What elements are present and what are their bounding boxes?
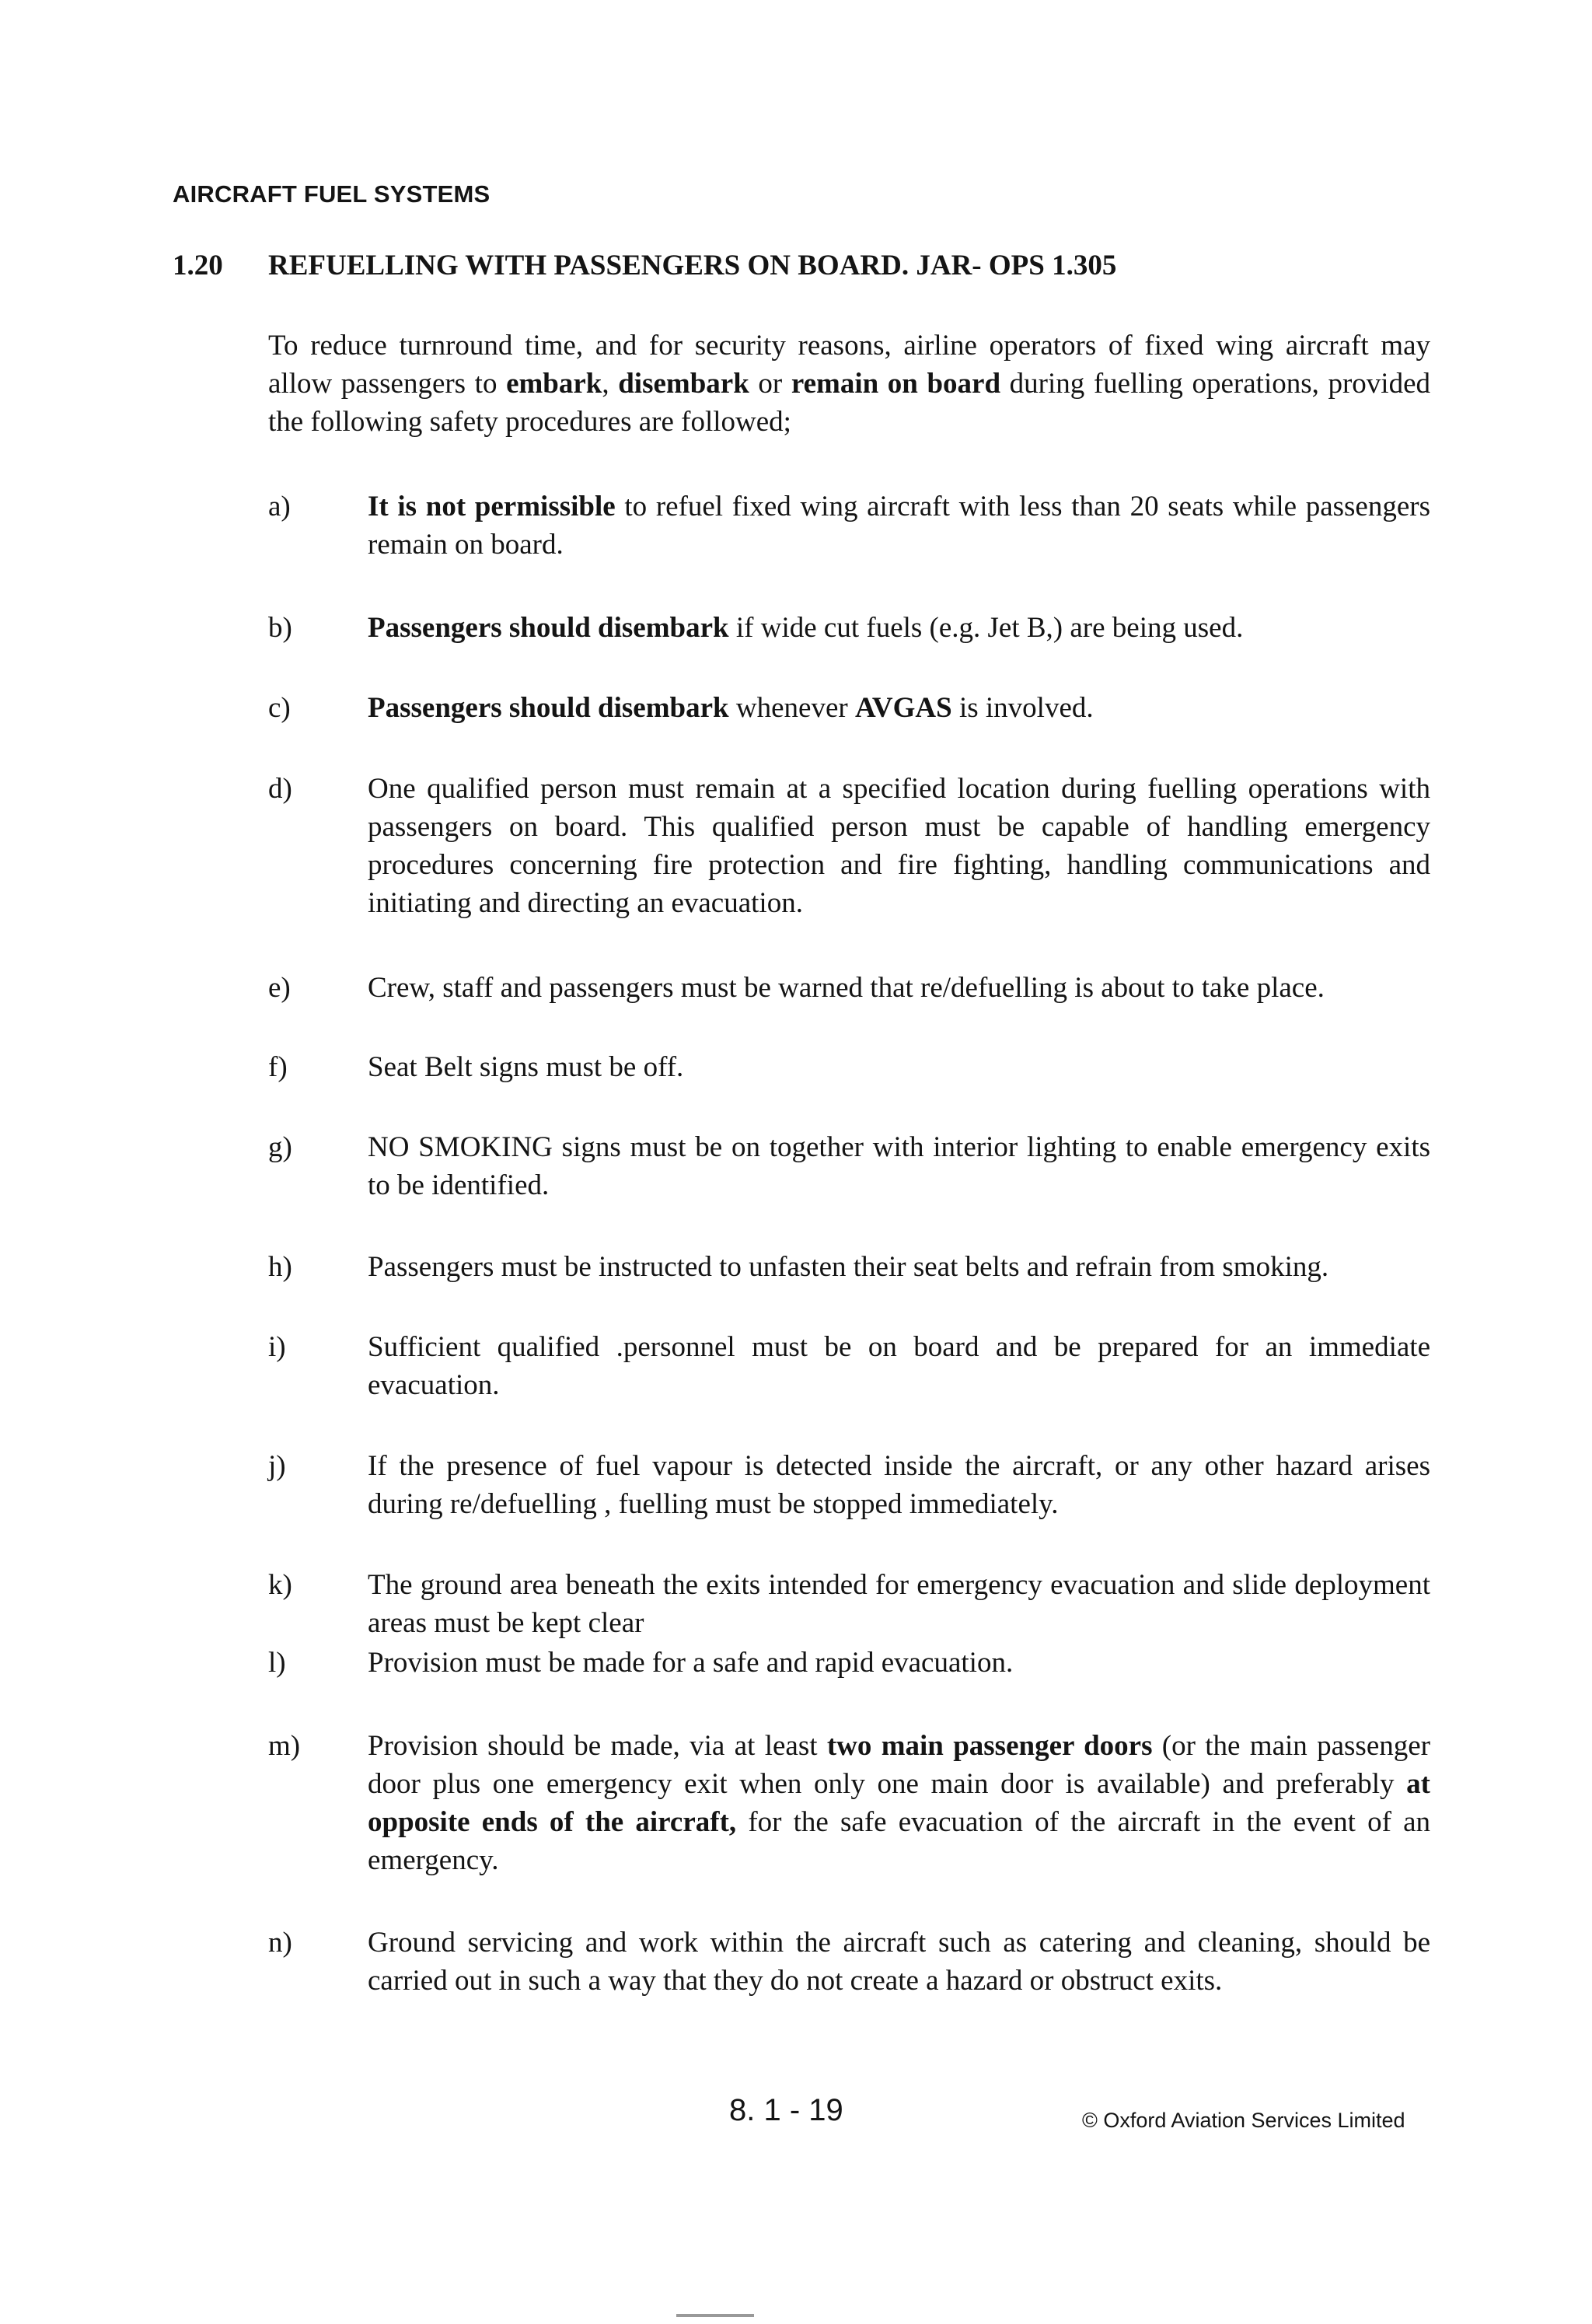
- list-item-letter: j): [268, 1450, 286, 1482]
- list-item-bold-doors: two main passenger doors: [826, 1730, 1153, 1762]
- list-item-text: The ground area beneath the exits intended for emergency evacuation and slide deployment areas must be kept clear: [368, 1569, 1430, 1639]
- list-item-letter: n): [268, 1927, 292, 1959]
- list-item-letter: k): [268, 1569, 292, 1601]
- intro-bold-remain: remain on board: [791, 368, 1001, 400]
- list-item-c: [268, 689, 1430, 727]
- list-item-body: whenever: [728, 692, 855, 724]
- list-item-letter: f): [268, 1051, 288, 1083]
- list-item-bold: It is not permissible: [368, 491, 616, 522]
- intro-text-2: ,: [602, 368, 619, 400]
- list-item-text: [368, 1727, 1430, 1879]
- list-item-text: Sufficient qualified .personnel must be on board and be prepared for an immediate evacuation.: [368, 1331, 1430, 1401]
- list-item-letter: g): [268, 1131, 292, 1163]
- list-item-d: [268, 770, 1430, 922]
- section-title: REFUELLING WITH PASSENGERS ON BOARD. JAR- OPS 1.305: [268, 250, 1117, 281]
- list-item-bold-avgas: AVGAS: [854, 692, 952, 724]
- list-item-bold: Passengers should disembark: [368, 612, 729, 644]
- intro-text-4: during fuelling operations, provided the following safety procedures are followed;: [268, 368, 1430, 438]
- list-item-letter: l): [268, 1647, 286, 1679]
- list-item-text: [368, 689, 1430, 727]
- list-item-text: Crew, staff and passengers must be warned that re/defuelling is about to take place.: [368, 972, 1325, 1004]
- intro-paragraph: [268, 327, 1430, 441]
- list-item-bold: Passengers should disembark: [368, 692, 729, 724]
- list-item-text: Provision must be made for a safe and rapid evacuation.: [368, 1647, 1014, 1679]
- list-item-text: One qualified person must remain at a specified location during fuelling operations with passengers on board. This qualified person must be capable of handling emergency procedures concerning fire protection and fire fighting, handling communications and initiating and directing an evacuation.: [368, 773, 1430, 919]
- intro-text-3: or: [749, 368, 791, 400]
- list-item-body: if wide cut fuels (e.g. Jet B,) are being used.: [728, 612, 1244, 644]
- list-item-letter: e): [268, 972, 291, 1004]
- list-item-f: [268, 1048, 1430, 1086]
- list-item-k: [268, 1566, 1430, 1642]
- list-item-body-2: is involved.: [951, 692, 1094, 724]
- list-item-letter: d): [268, 773, 292, 805]
- list-item-text: If the presence of fuel vapour is detected inside the aircraft, or any other hazard arises during re/defuelling , fuelling must be stopped immediately.: [368, 1450, 1430, 1520]
- section-number: 1.20: [173, 250, 223, 281]
- scan-edge-mark: [676, 2314, 754, 2317]
- list-item-body-1: Provision should be made, via at least: [368, 1730, 827, 1762]
- list-item-text: Seat Belt signs must be off.: [368, 1051, 684, 1083]
- intro-bold-embark: embark: [506, 368, 602, 400]
- list-item-h: [268, 1248, 1430, 1286]
- list-item-letter: m): [268, 1730, 301, 1762]
- list-item-letter: h): [268, 1251, 292, 1283]
- list-item-i: [268, 1328, 1430, 1404]
- list-item-body-3: for the safe evacuation of the aircraft in the event of an emergency.: [368, 1806, 1431, 1876]
- page-number: 8. 1 - 19: [729, 2093, 843, 2127]
- list-item-a: [268, 488, 1430, 564]
- list-item-text: [368, 609, 1430, 647]
- list-item-letter: b): [268, 612, 292, 644]
- list-item-text: Passengers must be instructed to unfasten their seat belts and refrain from smoking.: [368, 1251, 1329, 1283]
- list-item-body-2: (or the main passenger door plus one emergency exit when only one main door is available) and preferably: [368, 1730, 1431, 1800]
- intro-text-1: To reduce turnround time, and for security reasons, airline operators of fixed wing aircraft may allow passengers to: [268, 330, 1430, 400]
- list-item-bold-ends: at opposite ends of the aircraft,: [368, 1768, 1430, 1838]
- list-item-body: to refuel fixed wing aircraft with less than 20 seats while passengers remain on board.: [368, 491, 1430, 561]
- list-item-letter: i): [268, 1331, 286, 1363]
- copyright-notice: © Oxford Aviation Services Limited: [1082, 2109, 1405, 2132]
- list-item-letter: c): [268, 692, 291, 724]
- list-item-n: [268, 1924, 1430, 2000]
- list-item-text: [368, 488, 1430, 564]
- page-header-title: AIRCRAFT FUEL SYSTEMS: [173, 180, 491, 208]
- list-item-m: [268, 1727, 1430, 1879]
- list-item-g: [268, 1128, 1430, 1204]
- intro-bold-disembark: disembark: [618, 368, 749, 400]
- list-item-j: [268, 1447, 1430, 1523]
- list-item-e: [268, 969, 1430, 1007]
- list-item-letter: a): [268, 491, 291, 522]
- list-item-l: [268, 1644, 1430, 1682]
- list-item-b: [268, 609, 1430, 647]
- list-item-text: Ground servicing and work within the aircraft such as catering and cleaning, should be carried out in such a way that they do not create a hazard or obstruct exits.: [368, 1927, 1430, 1997]
- list-item-text: NO SMOKING signs must be on together with interior lighting to enable emergency exits to be identified.: [368, 1131, 1430, 1201]
